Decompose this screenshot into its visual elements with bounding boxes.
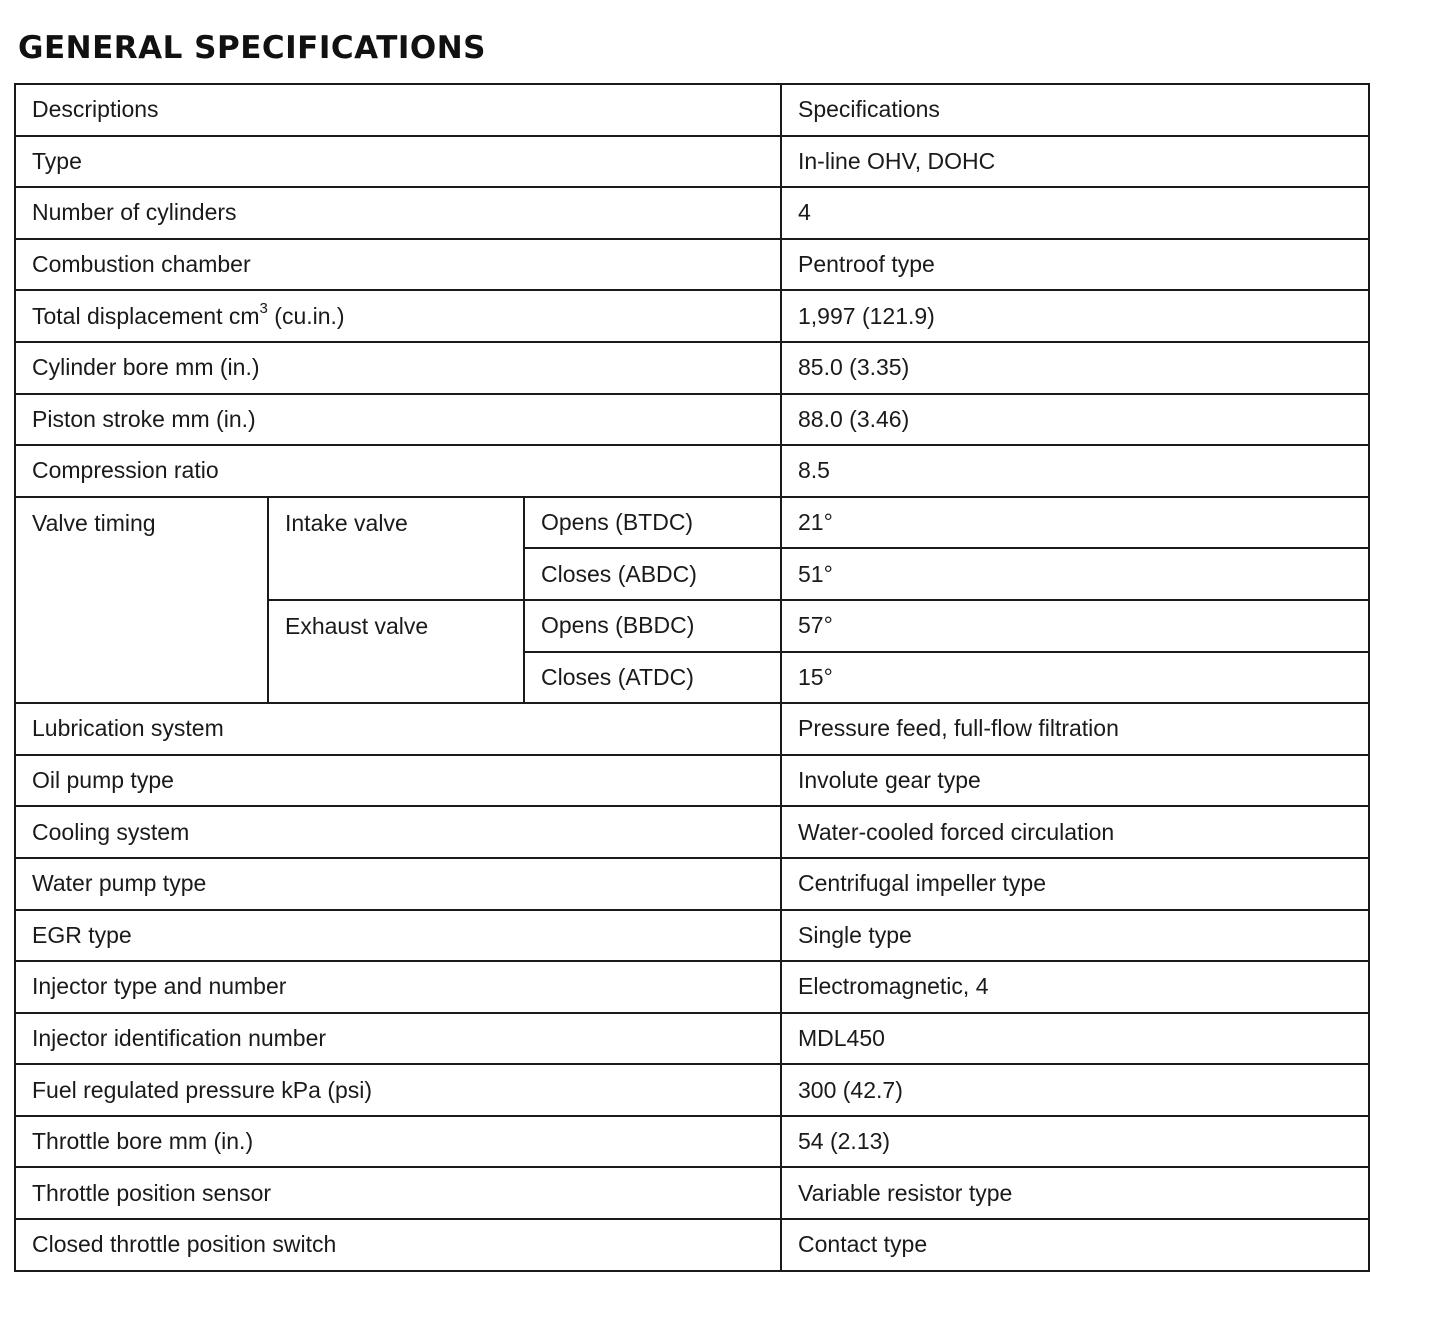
table-row [15, 394, 1369, 446]
row-value: 4 [781, 187, 1369, 239]
exhaust-opens-value: 57° [781, 600, 1369, 652]
row-label: Number of cylinders [15, 187, 781, 239]
row-label: Fuel regulated pressure kPa (psi) [15, 1064, 781, 1116]
row-value: Electromagnetic, 4 [781, 961, 1369, 1013]
row-label: Lubrication system [15, 703, 781, 755]
row-value: 88.0 (3.46) [781, 394, 1369, 446]
row-value: Variable resistor type [781, 1167, 1369, 1219]
table-row [15, 1116, 1369, 1168]
intake-valve-label: Intake valve [268, 497, 524, 600]
table-row [15, 858, 1369, 910]
displacement-label-text: Total displacement cm [32, 302, 260, 329]
row-value: Pentroof type [781, 239, 1369, 291]
valve-timing-label: Valve timing [15, 497, 268, 703]
row-label: Type [15, 136, 781, 188]
row-label: Compression ratio [15, 445, 781, 497]
row-label: EGR type [15, 910, 781, 962]
table-header-row [15, 84, 1369, 136]
descriptions-header: Descriptions [15, 84, 781, 136]
specifications-header: Specifications [781, 84, 1369, 136]
row-value: Water-cooled forced circulation [781, 806, 1369, 858]
row-value: Involute gear type [781, 755, 1369, 807]
exhaust-opens-label: Opens (BBDC) [524, 600, 781, 652]
intake-opens-value: 21° [781, 497, 1369, 549]
row-value: Centrifugal impeller type [781, 858, 1369, 910]
row-label: Injector identification number [15, 1013, 781, 1065]
row-label: Water pump type [15, 858, 781, 910]
table-row [15, 1013, 1369, 1065]
specifications-table [14, 83, 1370, 1272]
row-value: Single type [781, 910, 1369, 962]
row-label: Closed throttle position switch [15, 1219, 781, 1271]
row-value: Pressure feed, full-flow filtration [781, 703, 1369, 755]
table-row [15, 703, 1369, 755]
row-value: 1,997 (121.9) [781, 290, 1369, 342]
valve-timing-row [15, 497, 1369, 549]
row-label-displacement [15, 290, 781, 342]
intake-closes-value: 51° [781, 548, 1369, 600]
row-label: Throttle position sensor [15, 1167, 781, 1219]
table-row [15, 136, 1369, 188]
exhaust-valve-label: Exhaust valve [268, 600, 524, 703]
table-row [15, 290, 1369, 342]
row-label: Throttle bore mm (in.) [15, 1116, 781, 1168]
table-row [15, 961, 1369, 1013]
row-value: In-line OHV, DOHC [781, 136, 1369, 188]
table-row [15, 1064, 1369, 1116]
exhaust-closes-label: Closes (ATDC) [524, 652, 781, 704]
row-label: Combustion chamber [15, 239, 781, 291]
row-label: Injector type and number [15, 961, 781, 1013]
table-row [15, 910, 1369, 962]
table-row [15, 342, 1369, 394]
row-value: 8.5 [781, 445, 1369, 497]
exhaust-closes-value: 15° [781, 652, 1369, 704]
table-row [15, 1167, 1369, 1219]
intake-opens-label: Opens (BTDC) [524, 497, 781, 549]
row-value: 85.0 (3.35) [781, 342, 1369, 394]
row-value: 300 (42.7) [781, 1064, 1369, 1116]
page-title: GENERAL SPECIFICATIONS [18, 30, 487, 66]
table-row [15, 445, 1369, 497]
table-row [15, 239, 1369, 291]
intake-closes-label: Closes (ABDC) [524, 548, 781, 600]
row-value: 54 (2.13) [781, 1116, 1369, 1168]
row-label: Cylinder bore mm (in.) [15, 342, 781, 394]
row-value: MDL450 [781, 1013, 1369, 1065]
row-label: Cooling system [15, 806, 781, 858]
table-row [15, 806, 1369, 858]
table-row [15, 755, 1369, 807]
row-value: Contact type [781, 1219, 1369, 1271]
displacement-unit-superscript: 3 [259, 300, 268, 318]
table-row [15, 187, 1369, 239]
row-label: Oil pump type [15, 755, 781, 807]
table-row [15, 1219, 1369, 1271]
displacement-label-unit: (cu.in.) [267, 302, 345, 329]
row-label: Piston stroke mm (in.) [15, 394, 781, 446]
